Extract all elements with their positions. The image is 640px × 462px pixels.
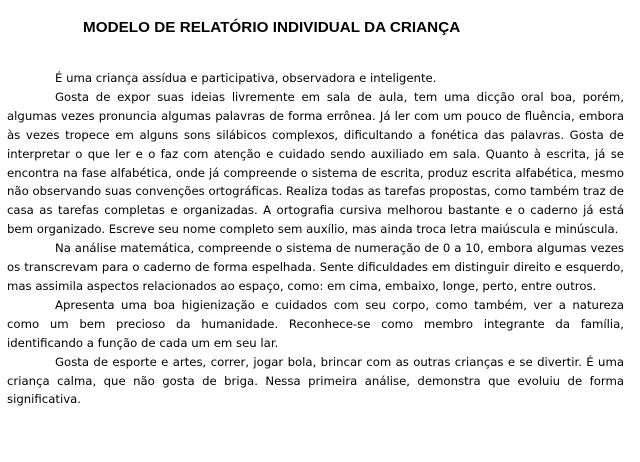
document-body	[7, 69, 624, 409]
paragraph-4: Apresenta uma boa higienização e cuidados com seu corpo, como também, ver a natureza como um bem precioso da humanidade. Reconhece-se como membro integrante da família, identificando a função de cada um em seu lar.	[7, 297, 624, 350]
paragraph-5: Gosta de esporte e artes, correr, jogar bola, brincar com as outras crianças e se divertir. É uma criança calma, que não gosta de briga. Nessa primeira análise, demonstra que evoluiu de forma significativa.	[7, 354, 624, 407]
paragraph-2: Gosta de expor suas ideias livremente em sala de aula, tem uma dicção oral boa, porém, algumas vezes pronuncia algumas palavras de forma errônea. Já ler com um pouco de fluência, embora às vezes tropece em alguns sons silábicos complexos, dificultando a fonética das palavras. Gosta de interpretar o que ler e o faz com atenção e cuidado sendo auxiliado em sala. Quanto à escrita, já se encontra na fase alfabética, onde já compreende o sistema de escrita, produz escrita alfabética, mesmo não observando suas convenções ortográficas. Realiza todas as tarefas propostas, como também traz de casa as tarefas completas e organizadas. A ortografia cursiva melhorou bastante e o caderno já está bem organizado. Escreve seu nome completo sem auxílio, mas ainda troca letra maiúscula e minúscula.	[7, 89, 624, 237]
paragraph-1: É uma criança assídua e participativa, observadora e inteligente.	[55, 71, 437, 85]
paragraph-3: Na análise matemática, compreende o sistema de numeração de 0 a 10, embora algumas vezes os transcrevam para o caderno de forma espelhada. Sente dificuldades em distinguir direito e esquerdo, mas assimila aspectos relacionados ao espaço, como: em cima, embaixo, longe, perto, entre outros.	[7, 241, 624, 293]
document-title: MODELO DE RELATÓRIO INDIVIDUAL DA CRIANÇA	[83, 19, 461, 36]
